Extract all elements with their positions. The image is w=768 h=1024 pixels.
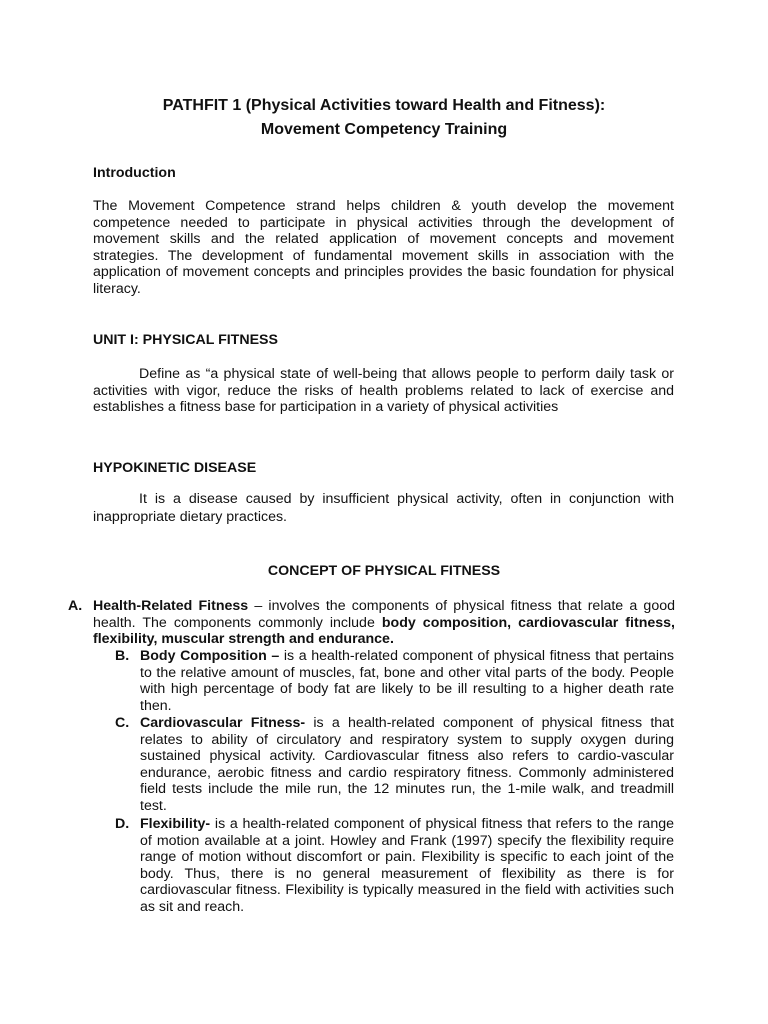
hypokinetic-heading: HYPOKINETIC DISEASE bbox=[93, 460, 257, 476]
introduction-paragraph: The Movement Competence strand helps children & youth develop the movement competence needed to participate in physical activities through the development of movement skills and the related application of movement concepts and movement strategies. The development of fundamental movement skills in association with the application of movement concepts and principles provides the basic foundation for physical literacy. bbox=[93, 198, 674, 297]
unit1-heading: UNIT I: PHYSICAL FITNESS bbox=[93, 332, 278, 348]
term-cardiovascular-fitness: Cardiovascular Fitness- bbox=[140, 715, 306, 731]
item-text: is a health-related component of physical fitness that refers to the range of motion available at a joint. Howley and Frank (1997) specify the flexibility require range of motion without discomfort or pain. Flexibility is specific to each joint of the body. Thus, there is no general measurement of flexibility as there is for cardiovascular fitness. Flexibility is typically measured in the field with activities such as sit and reach. bbox=[140, 816, 674, 915]
concept-heading: CONCEPT OF PHYSICAL FITNESS bbox=[267, 563, 501, 579]
hypokinetic-paragraph: It is a disease caused by insufficient physical activity, often in conjunction with inappropriate dietary practices. bbox=[93, 491, 674, 525]
term-flexibility: Flexibility- bbox=[140, 816, 211, 832]
term-health-related-fitness: Health-Related Fitness bbox=[93, 598, 249, 614]
components-list: body composition, cardiovascular fitness, flexibility, muscular strength and endurance. bbox=[93, 614, 675, 648]
list-item-body bbox=[140, 715, 674, 815]
list-marker: B. bbox=[115, 648, 130, 664]
title-line-2: Movement Competency Training bbox=[260, 121, 508, 138]
list-marker: C. bbox=[115, 715, 130, 731]
list-marker: D. bbox=[115, 816, 130, 832]
document-title bbox=[60, 94, 708, 142]
item-text: is a health-related component of physical fitness that relates to ability of circulatory and respiratory system to supply oxygen during sustained physical activity. Cardiovascular fitness also refers to cardio-vascular endurance, aerobic fitness and cardio respiratory fitness. Commonly administered field tests include the mile run, the 12 minutes run, the 1-mile walk, and treadmill test. bbox=[140, 715, 674, 814]
introduction-heading: Introduction bbox=[93, 165, 176, 181]
list-item-flexibility bbox=[115, 816, 674, 916]
list-item-body bbox=[140, 648, 674, 714]
list-item-cardiovascular-fitness bbox=[115, 715, 674, 815]
list-item-body bbox=[93, 598, 675, 648]
list-item-body-composition bbox=[115, 648, 674, 714]
item-text: is a health-related component of physical fitness that pertains to the relative amount of muscles, fat, bone and other vital parts of the body. People with high percentage of body fat are likely to be ill resulting to a higher death rate then. bbox=[140, 648, 674, 714]
title-line-1: PATHFIT 1 (Physical Activities toward Health and Fitness): bbox=[162, 97, 606, 114]
term-body-composition: Body Composition – bbox=[140, 648, 280, 664]
list-item-health-related-fitness bbox=[68, 598, 675, 648]
item-text: – involves the components of physical fitness that relate a good health. The components commonly include bbox=[93, 598, 675, 631]
list-item-body bbox=[140, 816, 674, 916]
unit1-paragraph: Define as “a physical state of well-being that allows people to perform daily task or activities with vigor, reduce the risks of health problems related to lack of exercise and establishes a fitness base for participation in a variety of physical activities bbox=[93, 366, 674, 416]
list-marker: A. bbox=[68, 598, 83, 614]
